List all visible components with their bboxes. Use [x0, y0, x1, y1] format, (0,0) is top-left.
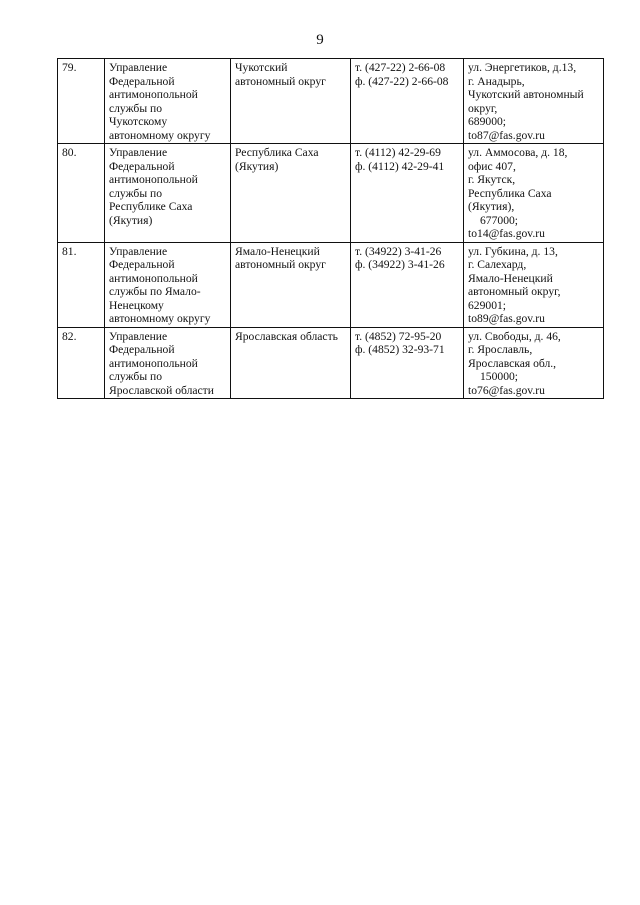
- organization-name-line: (Якутия): [109, 213, 153, 227]
- postal-address: [464, 242, 604, 327]
- postal-address-line: автономный округ,: [468, 285, 561, 298]
- table-row: [58, 327, 604, 399]
- organization-name-line: автономному округу: [109, 128, 211, 142]
- region-name: [231, 59, 351, 144]
- postal-address-line: (Якутия),: [468, 200, 515, 213]
- postal-address: [464, 327, 604, 399]
- organization-name-line: автономному округу: [109, 312, 211, 325]
- region-name: [231, 327, 351, 399]
- organization-name-line: Республике Саха: [109, 200, 193, 213]
- postal-address-line: ул. Свободы, д. 46,: [468, 329, 561, 343]
- postal-address-line: to87@fas.gov.ru: [468, 128, 545, 142]
- organization-name-line: Федеральной: [109, 159, 175, 173]
- phone-numbers-line: т. (427-22) 2-66-08: [355, 61, 446, 74]
- region-name-line: автономный округ: [235, 258, 326, 271]
- postal-address: [464, 144, 604, 243]
- postal-address-line: 150000;: [480, 370, 519, 383]
- postal-address-line: офис 407,: [468, 159, 516, 173]
- postal-address-line: округ,: [468, 101, 498, 115]
- postal-address-line: г. Якутск,: [468, 173, 516, 186]
- organization-name-line: службы по: [109, 370, 163, 383]
- organization-name-line: службы по: [109, 186, 163, 200]
- table-row: [58, 144, 604, 243]
- organization-name-line: службы по: [109, 101, 163, 115]
- region-name-line: автономный округ: [235, 74, 326, 88]
- table-row: [58, 59, 604, 144]
- phone-numbers-line: т. (34922) 3-41-26: [355, 244, 442, 258]
- page-number: 9: [316, 32, 324, 48]
- organization-name-line: Управление: [109, 329, 168, 343]
- region-name: [231, 144, 351, 243]
- postal-address-line: г. Анадырь,: [468, 74, 525, 88]
- organization-name: [105, 59, 231, 144]
- organization-name-line: Управление: [109, 61, 168, 74]
- organization-name-line: антимонопольной: [109, 173, 198, 186]
- organization-name-line: антимонопольной: [109, 88, 198, 101]
- region-name-line: Ямало-Ненецкий: [235, 244, 320, 258]
- postal-address-line: г. Ярославль,: [468, 343, 533, 356]
- postal-address-line: Ямало-Ненецкий: [468, 271, 553, 285]
- phone-numbers-line: ф. (427-22) 2-66-08: [355, 74, 449, 88]
- region-name-line: Ярославская область: [235, 329, 338, 343]
- organization-name-line: службы по Ямало-: [109, 285, 201, 298]
- postal-address-line: Республика Саха: [468, 186, 552, 200]
- postal-address-line: ул. Аммосова, д. 18,: [468, 146, 568, 159]
- phone-numbers-line: ф. (4852) 32-93-71: [355, 343, 445, 356]
- organization-name-line: Чукотскому: [109, 115, 168, 128]
- phone-numbers-line: т. (4852) 72-95-20: [355, 329, 442, 343]
- postal-address-line: г. Салехард,: [468, 258, 527, 271]
- phone-numbers-line: ф. (4112) 42-29-41: [355, 159, 445, 173]
- postal-address-line: Ярославская обл.,: [468, 356, 557, 370]
- organization-name-line: Управление: [109, 244, 168, 258]
- organization-name: [105, 144, 231, 243]
- organization-name-line: Федеральной: [109, 343, 175, 356]
- phone-numbers: [351, 242, 464, 327]
- postal-address-line: 689000;: [468, 115, 507, 128]
- phone-numbers: [351, 59, 464, 144]
- table-row: [58, 242, 604, 327]
- organization-name-line: Управление: [109, 146, 168, 159]
- postal-address-line: to76@fas.gov.ru: [468, 383, 545, 397]
- row-number: 80.: [58, 144, 105, 243]
- phone-numbers: [351, 144, 464, 243]
- organization-name-line: Федеральной: [109, 74, 175, 88]
- region-name-line: Чукотский: [235, 61, 288, 74]
- region-name: [231, 242, 351, 327]
- region-name-line: Республика Саха: [235, 146, 319, 159]
- organization-name-line: Федеральной: [109, 258, 175, 271]
- postal-address-line: 677000;: [480, 213, 519, 227]
- row-number: 82.: [58, 327, 105, 399]
- postal-address-line: ул. Энергетиков, д.13,: [468, 61, 577, 74]
- offices-table: [57, 58, 604, 399]
- phone-numbers-line: ф. (34922) 3-41-26: [355, 258, 445, 271]
- organization-name-line: антимонопольной: [109, 271, 198, 285]
- phone-numbers: [351, 327, 464, 399]
- organization-name-line: Ярославской области: [109, 383, 214, 397]
- postal-address-line: to14@fas.gov.ru: [468, 227, 545, 240]
- postal-address-line: 629001;: [468, 298, 507, 312]
- organization-name-line: антимонопольной: [109, 356, 198, 370]
- row-number: 81.: [58, 242, 105, 327]
- row-number: 79.: [58, 59, 105, 144]
- postal-address-line: ул. Губкина, д. 13,: [468, 244, 558, 258]
- postal-address: [464, 59, 604, 144]
- postal-address-line: Чукотский автономный: [468, 88, 584, 101]
- region-name-line: (Якутия): [235, 159, 279, 173]
- organization-name-line: Ненецкому: [109, 298, 164, 312]
- postal-address-line: to89@fas.gov.ru: [468, 312, 545, 325]
- phone-numbers-line: т. (4112) 42-29-69: [355, 146, 441, 159]
- organization-name: [105, 327, 231, 399]
- organization-name: [105, 242, 231, 327]
